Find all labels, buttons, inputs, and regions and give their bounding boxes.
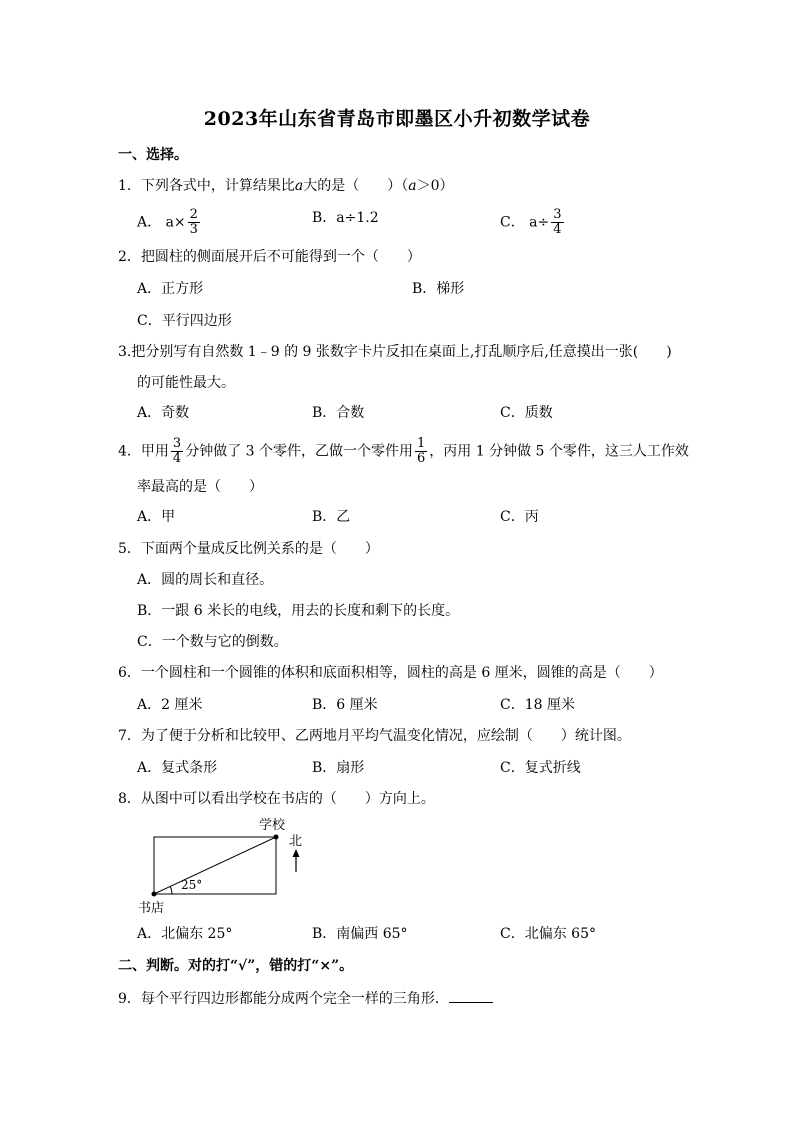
q1-cond-var: a [408, 178, 417, 194]
q4-fraction-1: $\frac{3}{4}$ [172, 436, 182, 466]
exam-title: 2023年山东省青岛市即墨区小升初数学试卷 [203, 108, 591, 130]
question-7: 7．为了便于分析和比较甲、乙两地月平均气温变化情况，应绘制（ ）统计图。 [118, 728, 631, 744]
q4-option-b[interactable]: B．乙 [312, 509, 351, 525]
school-point [274, 835, 279, 840]
q1-cond: ＞0） [416, 178, 454, 194]
q1-option-c-label: C． [500, 214, 525, 231]
question-4-cont: 率最高的是（ ） [137, 479, 263, 495]
q8-option-a[interactable]: A．北偏东 25° [137, 926, 233, 942]
q2-option-c[interactable]: C．平行四边形 [137, 313, 232, 329]
q1-option-b[interactable] [312, 208, 379, 228]
label-north: 北 [289, 834, 303, 849]
q1-option-b-label: B． [312, 210, 337, 226]
question-6: 6．一个圆柱和一个圆锥的体积和底面积相等，圆柱的高是 6 厘米，圆锥的高是（ ） [118, 665, 663, 681]
section2-heading: 二、判断。对的打“√”，错的打“×”。 [118, 958, 354, 974]
q4-text-pre: 4．甲用 [118, 443, 169, 460]
q7-option-b[interactable]: B．扇形 [312, 760, 365, 776]
question-4 [118, 437, 689, 466]
q5-option-b[interactable]: B．一跟 6 米长的电线，用去的长度和剩下的长度。 [137, 603, 460, 619]
q2-option-a[interactable]: A．正方形 [137, 281, 204, 297]
store-point [152, 892, 157, 897]
question-2: 2．把圆柱的侧面展开后不可能得到一个（ ） [118, 249, 421, 265]
q4-option-c[interactable]: C．丙 [500, 509, 539, 525]
question-3: 3.把分别写有自然数 1﹣9 的 9 张数字卡片反扣在桌面上,打乱顺序后,任意摸出一张( ) [118, 344, 672, 360]
q1-option-a-expr: a× [165, 214, 186, 231]
question-9 [118, 988, 493, 1009]
q2-option-b[interactable]: B．梯形 [412, 281, 465, 297]
question-8: 8．从图中可以看出学校在书店的（ ）方向上。 [118, 791, 435, 807]
q1-option-a[interactable] [137, 208, 202, 237]
q1-option-b-expr: a÷1.2 [336, 210, 379, 226]
q1-option-a-label: A． [137, 214, 162, 231]
question-3-cont: 的可能性最大。 [137, 375, 235, 391]
q1-var: a [294, 178, 304, 194]
q3-option-b[interactable]: B．合数 [312, 405, 365, 421]
q1-option-c-expr: a÷ [529, 214, 550, 231]
label-angle: 25° [181, 878, 203, 892]
q9-answer-blank[interactable] [449, 988, 493, 1003]
direction-diagram [135, 815, 325, 920]
label-store: 书店 [138, 901, 165, 916]
q7-option-a[interactable]: A．复式条形 [137, 760, 218, 776]
q1-option-a-fraction: $\frac{2}{3}$ [189, 207, 198, 237]
q8-option-b[interactable]: B．南偏西 65° [312, 926, 408, 942]
angle-arc [170, 886, 172, 894]
q6-option-b[interactable]: B．6 厘米 [312, 697, 378, 713]
diagram-diagonal [154, 837, 276, 894]
q6-option-a[interactable]: A．2 厘米 [137, 697, 203, 713]
q6-option-c[interactable]: C．18 厘米 [500, 697, 575, 713]
q1-option-c-fraction: $\frac{3}{4}$ [553, 207, 562, 237]
question-5: 5．下面两个量成反比例关系的是（ ） [118, 541, 379, 557]
q3-option-c[interactable]: C．质数 [500, 405, 553, 421]
north-arrow-head [293, 849, 300, 857]
q4-text-post: ，丙用 1 分钟做 5 个零件，这三人工作效 [429, 443, 689, 460]
q4-text-mid: 分钟做了 3 个零件，乙做一个零件用 [185, 443, 414, 460]
q8-option-c[interactable]: C．北偏东 65° [500, 926, 596, 942]
q1-text-pre: 1．下列各式中，计算结果比 [118, 178, 295, 194]
q1-option-c[interactable] [500, 208, 566, 237]
q5-option-a[interactable]: A．圆的周长和直径。 [137, 572, 274, 588]
q4-fraction-2: $\frac{1}{6}$ [417, 436, 426, 466]
q4-option-a[interactable]: A．甲 [137, 509, 176, 525]
q7-option-c[interactable]: C．复式折线 [500, 760, 581, 776]
question-1 [118, 176, 454, 196]
section1-heading: 一、选择。 [118, 147, 188, 163]
q3-option-a[interactable]: A．奇数 [137, 405, 190, 421]
label-school: 学校 [259, 818, 286, 833]
q9-text: 9．每个平行四边形都能分成两个完全一样的三角形． [118, 991, 449, 1007]
q1-text-mid: 大的是（ ）（ [303, 178, 409, 194]
q5-option-c[interactable]: C．一个数与它的倒数。 [137, 634, 288, 650]
